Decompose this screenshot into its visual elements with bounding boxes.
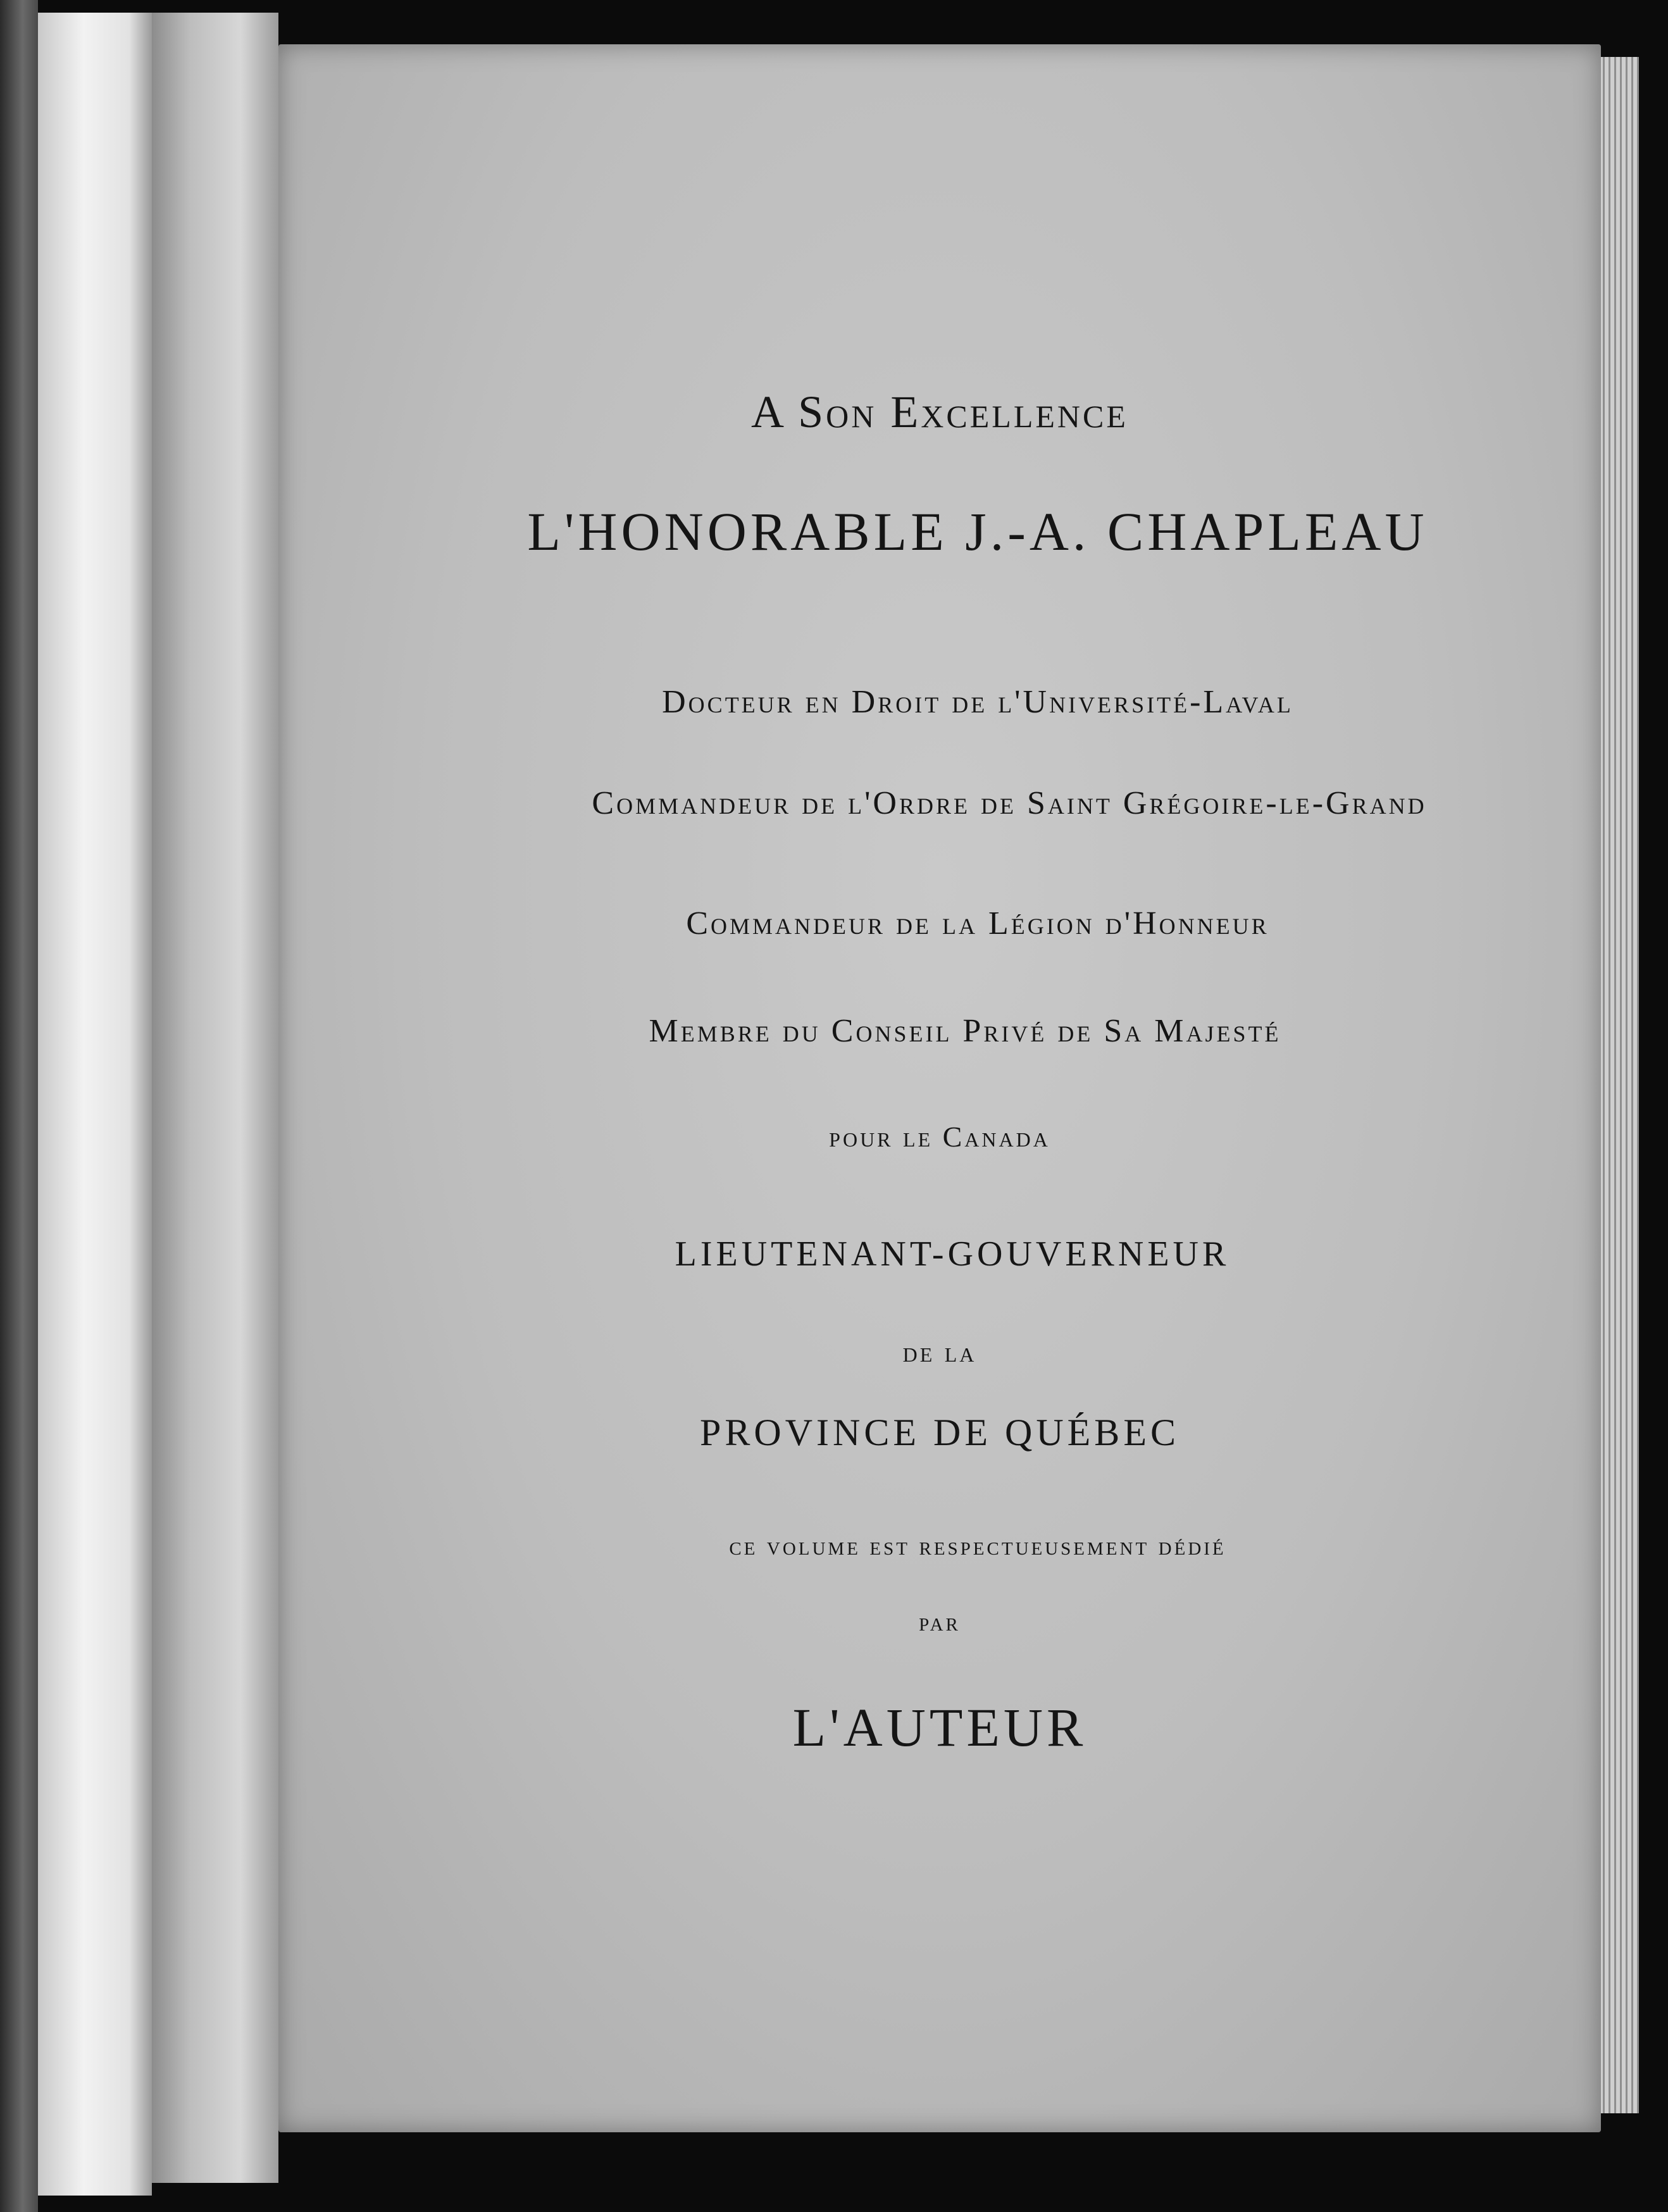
connector-de-la: de la [902,1336,977,1368]
binding-gutter [38,13,152,2196]
title-commandeur-legion: Commandeur de la Légion d'Honneur [686,905,1269,941]
title-conseil-prive: Membre du Conseil Privé de Sa Majesté [649,1013,1281,1049]
author-signature: L'AUTEUR [792,1697,1087,1758]
dedication-statement: ce volume est respectueusement dédié [729,1532,1226,1561]
binding-shadow [152,13,278,2183]
salutation: A Son Excellence [751,387,1128,437]
title-lieutenant-gouverneur: LIEUTENANT-GOUVERNEUR [675,1234,1230,1274]
province-name: PROVINCE DE QUÉBEC [699,1412,1179,1453]
title-commandeur-ordre: Commandeur de l'Ordre de Saint Grégoire-le-Grand [592,785,1427,821]
dedicatee-name: L'HONORABLE J.-A. CHAPLEAU [527,501,1428,562]
title-doctorate: Docteur en Droit de l'Université-Laval [662,684,1293,720]
title-pour-canada: pour le Canada [829,1121,1050,1153]
connector-par: par [919,1608,961,1637]
previous-page-edge [0,0,38,2212]
dedication-page [278,44,1601,2132]
